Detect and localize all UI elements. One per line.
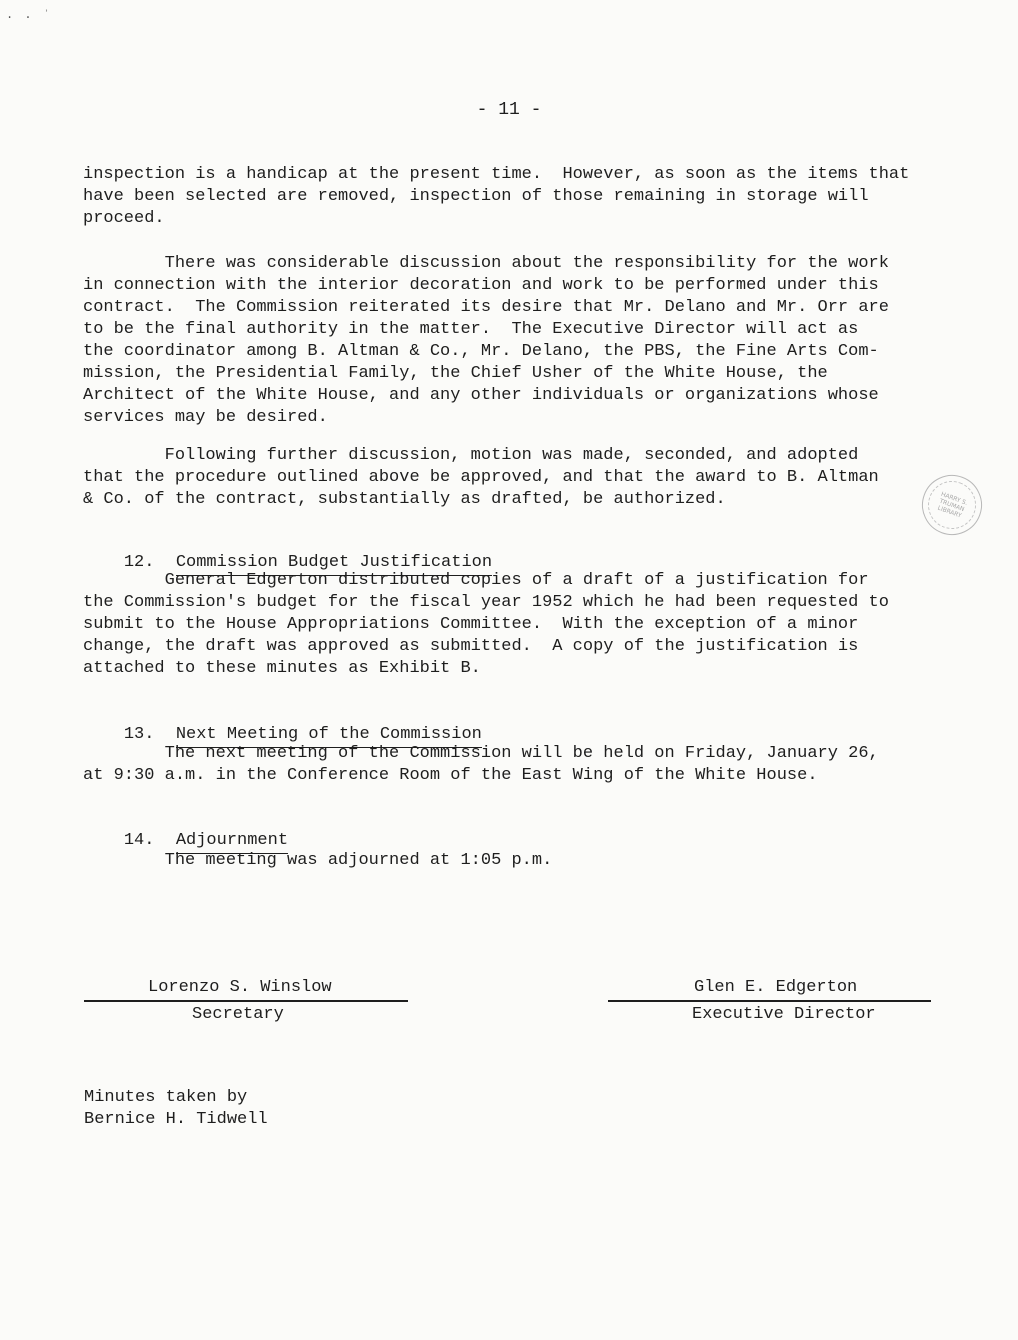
signature-line <box>84 1000 408 1002</box>
text-line: services may be desired. <box>83 408 328 427</box>
page-number: - 11 - <box>476 100 542 120</box>
signatory-title: Executive Director <box>692 1005 876 1024</box>
text-line: have been selected are removed, inspection of those remaining in storage will <box>83 187 869 206</box>
text-line: attached to these minutes as Exhibit B. <box>83 659 481 678</box>
text-line: Architect of the White House, and any other individuals or organizations whose <box>83 386 879 405</box>
text-line: the coordinator among B. Altman & Co., Mr. Delano, the PBS, the Fine Arts Com- <box>83 342 879 361</box>
section-title: Commission Budget Justification <box>176 552 492 576</box>
paragraph-adjournment <box>83 850 953 872</box>
paragraph-inspection <box>83 164 953 230</box>
signatory-name: Lorenzo S. Winslow <box>148 978 332 997</box>
signature-line <box>608 1000 931 1002</box>
signature-block-director <box>608 977 931 1026</box>
text-line: to be the final authority in the matter. The Executive Director will act as <box>83 320 859 339</box>
paragraph-responsibility <box>83 253 953 429</box>
text-line: There was considerable discussion about the responsibility for the work <box>83 254 889 273</box>
text-line: mission, the Presidential Family, the Chief Usher of the White House, the <box>83 364 828 383</box>
signatory-title: Secretary <box>192 1005 284 1024</box>
text-line: change, the draft was approved as submitted. A copy of the justification is <box>83 637 859 656</box>
text-line: contract. The Commission reiterated its desire that Mr. Delano and Mr. Orr are <box>83 298 889 317</box>
text-line: Following further discussion, motion was made, seconded, and adopted <box>83 446 859 465</box>
stamp-text: HARRY S. TRUMAN LIBRARY <box>936 490 969 520</box>
signature-block-secretary <box>84 977 408 1026</box>
text-line: that the procedure outlined above be approved, and that the award to B. Altman <box>83 468 879 487</box>
text-line: in connection with the interior decoration and work to be performed under this <box>83 276 879 295</box>
text-line: at 9:30 a.m. in the Conference Room of the East Wing of the White House. <box>83 766 818 785</box>
paragraph-budget <box>83 570 953 680</box>
corner-mark: . . ʾ <box>6 8 53 22</box>
text-line: The next meeting of the Commission will be held on Friday, January 26, <box>83 744 879 763</box>
section-number: 14. <box>123 831 155 850</box>
text-line: submit to the House Appropriations Committee. With the exception of a minor <box>83 615 859 634</box>
section-number: 12. <box>123 553 155 572</box>
text-line: & Co. of the contract, substantially as drafted, be authorized. <box>83 490 726 509</box>
minutes-recorder-name: Bernice H. Tidwell <box>84 1110 268 1129</box>
text-line: inspection is a handicap at the present time. However, as soon as the items that <box>83 165 910 184</box>
text-line: General Edgerton distributed copies of a draft of a justification for <box>83 571 869 590</box>
text-line: The meeting was adjourned at 1:05 p.m. <box>83 851 553 870</box>
minutes-label: Minutes taken by <box>84 1088 248 1107</box>
text-line: proceed. <box>83 209 165 228</box>
minutes-taken-by <box>84 1087 268 1131</box>
section-title: Adjournment <box>176 830 288 854</box>
signatory-name: Glen E. Edgerton <box>694 978 858 997</box>
paragraph-next-meeting <box>83 743 953 787</box>
section-title: Next Meeting of the Commission <box>176 724 482 748</box>
section-number: 13. <box>123 725 155 744</box>
paragraph-motion <box>83 445 953 511</box>
text-line: the Commission's budget for the fiscal year 1952 which he had been requested to <box>83 593 889 612</box>
